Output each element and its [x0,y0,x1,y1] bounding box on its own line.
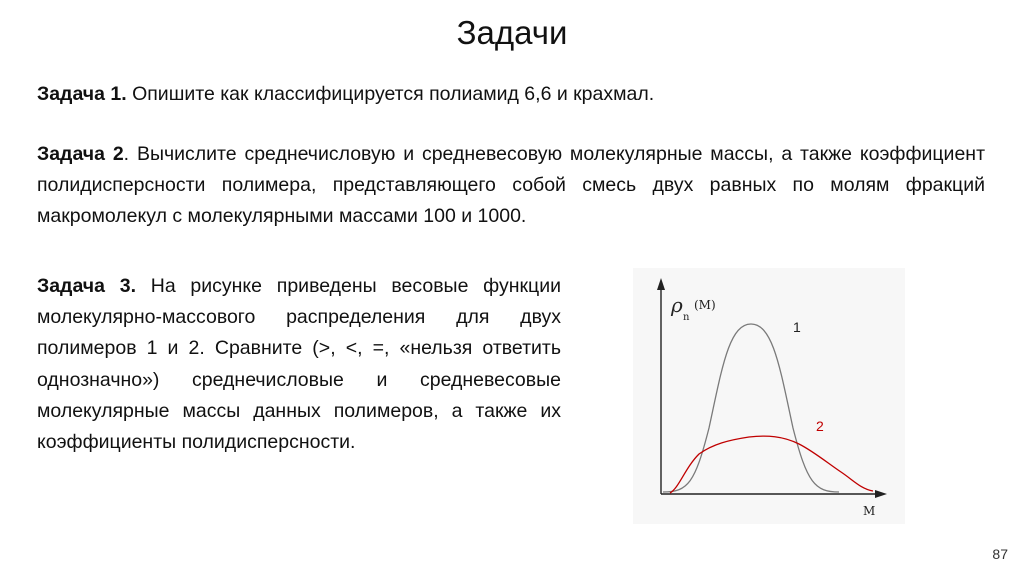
curve-2-label: 2 [816,418,824,434]
task-2-label: Задача 2 [37,143,124,165]
task-2 [37,139,985,232]
x-axis-label: M [863,504,876,518]
task-2-text: . Вычислите среднечисловую и средневесовую молекулярные массы, а также коэффициент полидисперсности полимера, представляющего собой смесь двух равных по молям фракций макромолекул с молекулярными массами 100 и 1000. [37,143,985,227]
y-axis-subscript: n [683,312,690,323]
y-axis-suffix: (M) [694,298,716,312]
page-title: Задачи [456,14,568,51]
task-3 [37,271,561,458]
task-1 [37,79,987,110]
task-3-label: Задача 3. [37,275,136,297]
page-number: 87 [992,546,1008,562]
curve-2 [670,436,873,493]
x-axis-arrow [875,490,887,498]
task-1-text: Опишите как классифицируется полиамид 6,6 и крахмал. [126,83,655,105]
y-axis-symbol: ρ [671,293,683,317]
task-1-label: Задача 1. [37,83,127,105]
task-3-text: На рисунке приведены весовые функции молекулярно-массового распределения для двух полимеров 1 и 2. Сравните (>, <, =, «нельзя ответить однозначно») среднечисловые и средневесовые молекулярные массы данных полимеров, а также их коэффициенты полидисперсности. [37,275,561,454]
y-axis-arrow [657,278,665,290]
mwd-figure [633,268,905,524]
mwd-plot [633,268,905,524]
curve-1-label: 1 [793,319,801,335]
